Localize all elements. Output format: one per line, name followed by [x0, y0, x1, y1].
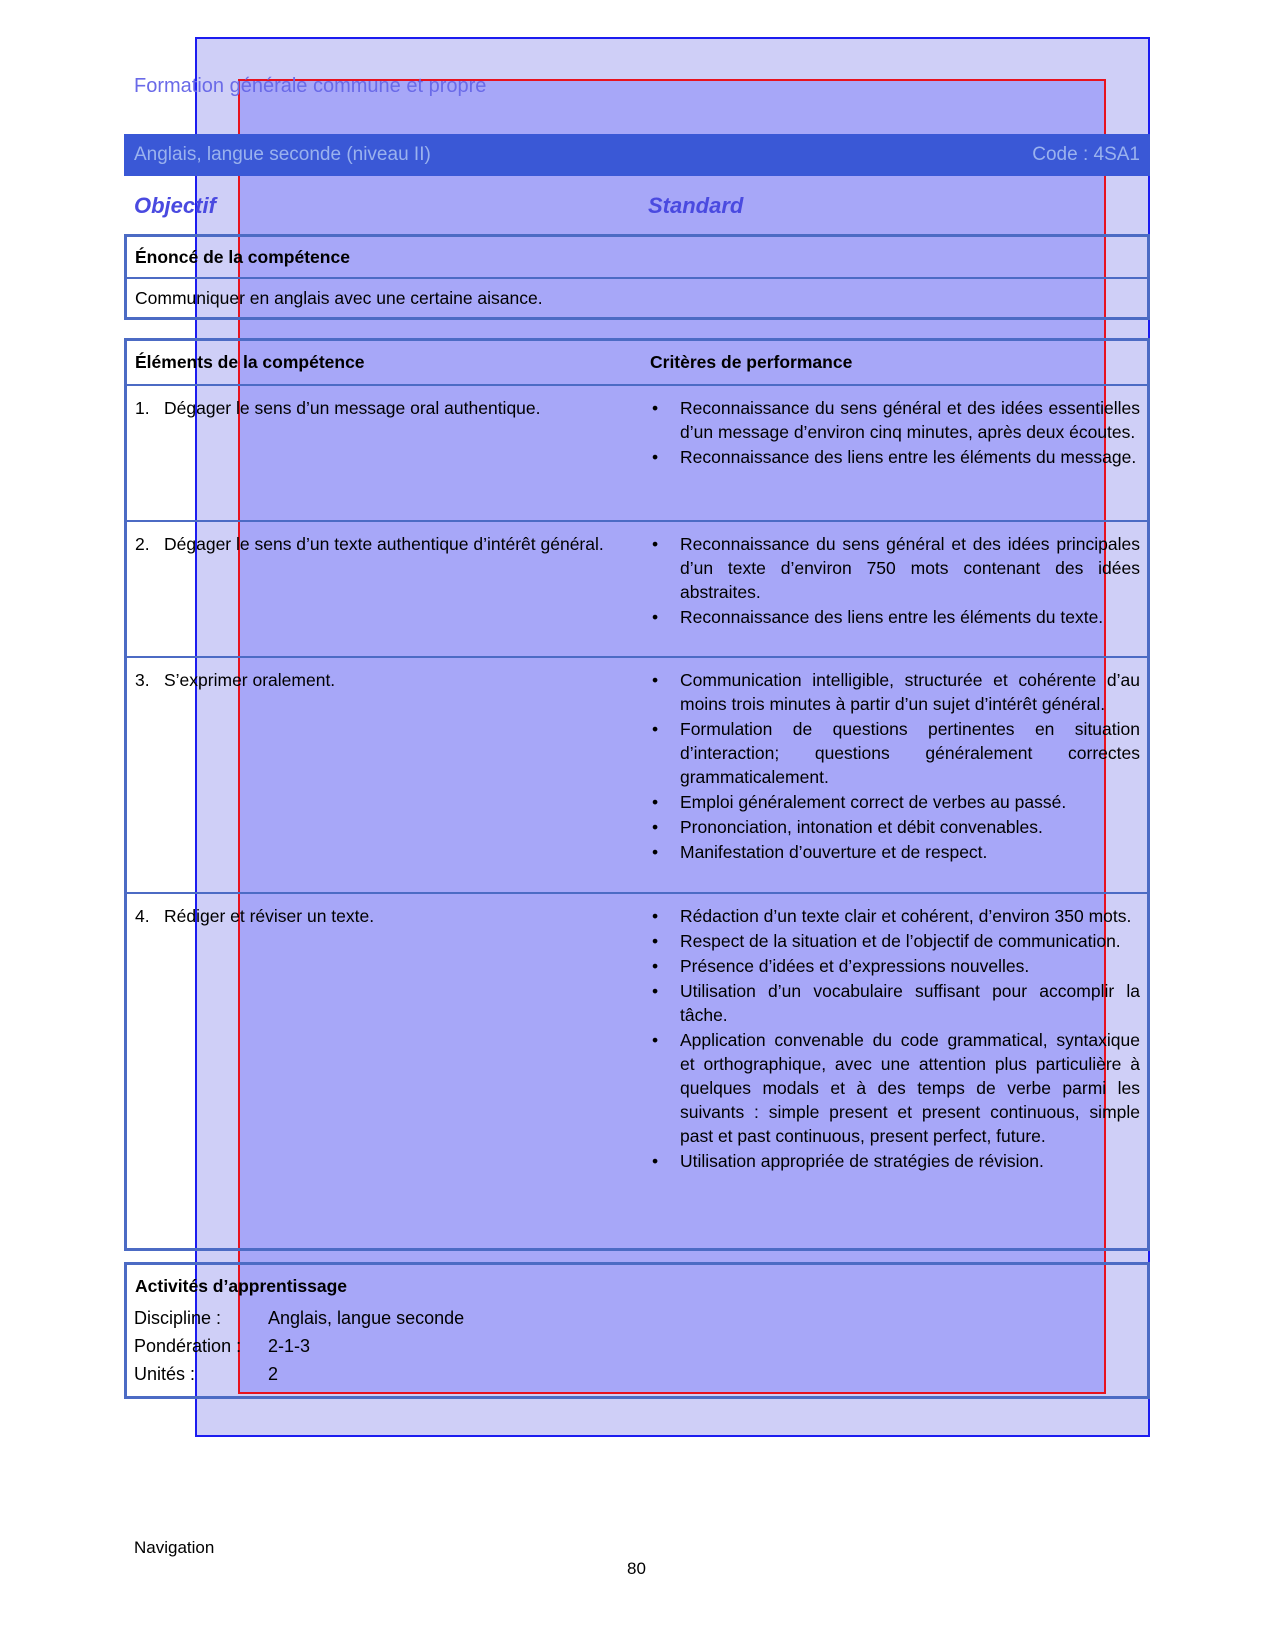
element-text: Rédiger et réviser un texte.	[164, 906, 375, 926]
course-code: Code : 4SA1	[1032, 144, 1140, 165]
criterion-item: • Reconnaissance du sens général et des idées essentielles d’un message d’environ cinq minutes, après deux écoutes.	[650, 396, 1140, 444]
criterion-item: • Reconnaissance des liens entre les éléments du message.	[650, 445, 1140, 469]
unites-line	[134, 1364, 279, 1385]
criterion-item: • Application convenable du code grammatical, syntaxique et orthographique, avec une attention plus particulière à quelques modals et à des temps de verbe parmi les suivants : simple present et present continuous, simple past et past continuous, present perfect, future.	[650, 1028, 1140, 1148]
element-number: 1.	[135, 398, 150, 418]
elements-header: Éléments de la compétence	[135, 352, 365, 372]
element-text: Dégager le sens d’un texte authentique d’intérêt général.	[164, 534, 604, 554]
criterion-item: • Présence d’idées et d’expressions nouvelles.	[650, 954, 1140, 978]
criterion-item: • Respect de la situation et de l’objectif de communication.	[650, 929, 1140, 953]
enonce-title: Énoncé de la compétence	[135, 247, 350, 267]
objective-standard-row	[134, 193, 1144, 219]
table-row	[127, 892, 1147, 1249]
element-text: Dégager le sens d’un message oral authentique.	[164, 398, 541, 418]
criterion-item: • Utilisation d’un vocabulaire suffisant pour accomplir la tâche.	[650, 979, 1140, 1027]
objectif-label: Objectif	[134, 193, 216, 218]
element-number: 2.	[135, 534, 150, 554]
unites-value: 2	[268, 1364, 279, 1384]
navigation-link[interactable]: Navigation	[134, 1538, 215, 1557]
standard-label: Standard	[648, 193, 744, 218]
section-title: Formation générale commune et propre	[134, 75, 487, 97]
criteria-header: Critères de performance	[650, 352, 853, 372]
ponderation-label: Pondération :	[134, 1336, 242, 1356]
discipline-value: Anglais, langue seconde	[268, 1308, 465, 1328]
table-row	[127, 656, 1147, 892]
criterion-item: • Utilisation appropriée de stratégies de révision.	[650, 1149, 1140, 1173]
enonce-text: Communiquer en anglais avec une certaine aisance.	[127, 277, 1147, 317]
criterion-item: • Reconnaissance du sens général et des idées principales d’un texte d’environ 750 mots contenant des idées abstraites.	[650, 532, 1140, 604]
table-header-row	[127, 341, 1147, 384]
course-header-bar	[124, 134, 1150, 176]
table-row	[127, 384, 1147, 520]
discipline-line	[134, 1308, 465, 1329]
ponderation-value: 2-1-3	[268, 1336, 311, 1356]
element-text: S’exprimer oralement.	[164, 670, 336, 690]
activites-title: Activités d’apprentissage	[135, 1276, 348, 1296]
unites-label: Unités :	[134, 1364, 196, 1384]
page-number: 80	[627, 1559, 646, 1578]
table-row	[127, 520, 1147, 656]
enonce-box	[124, 234, 1150, 320]
discipline-label: Discipline :	[134, 1308, 222, 1328]
ponderation-line	[134, 1336, 311, 1357]
criterion-item: • Rédaction d’un texte clair et cohérent, d’environ 350 mots.	[650, 904, 1140, 928]
criterion-item: • Communication intelligible, structurée et cohérente d’au moins trois minutes à partir d’un sujet d’intérêt général.	[650, 668, 1140, 716]
elements-criteria-table	[124, 338, 1150, 1251]
element-number: 4.	[135, 906, 150, 926]
criterion-item: • Emploi généralement correct de verbes au passé.	[650, 790, 1140, 814]
criterion-item: • Manifestation d’ouverture et de respect.	[650, 840, 1140, 864]
criterion-item: • Reconnaissance des liens entre les éléments du texte.	[650, 605, 1140, 629]
criterion-item: • Formulation de questions pertinentes en situation d’interaction; questions généralement correctes grammaticalement.	[650, 717, 1140, 789]
course-title: Anglais, langue seconde (niveau II)	[134, 144, 431, 165]
element-number: 3.	[135, 670, 150, 690]
criterion-item: • Prononciation, intonation et débit convenables.	[650, 815, 1140, 839]
